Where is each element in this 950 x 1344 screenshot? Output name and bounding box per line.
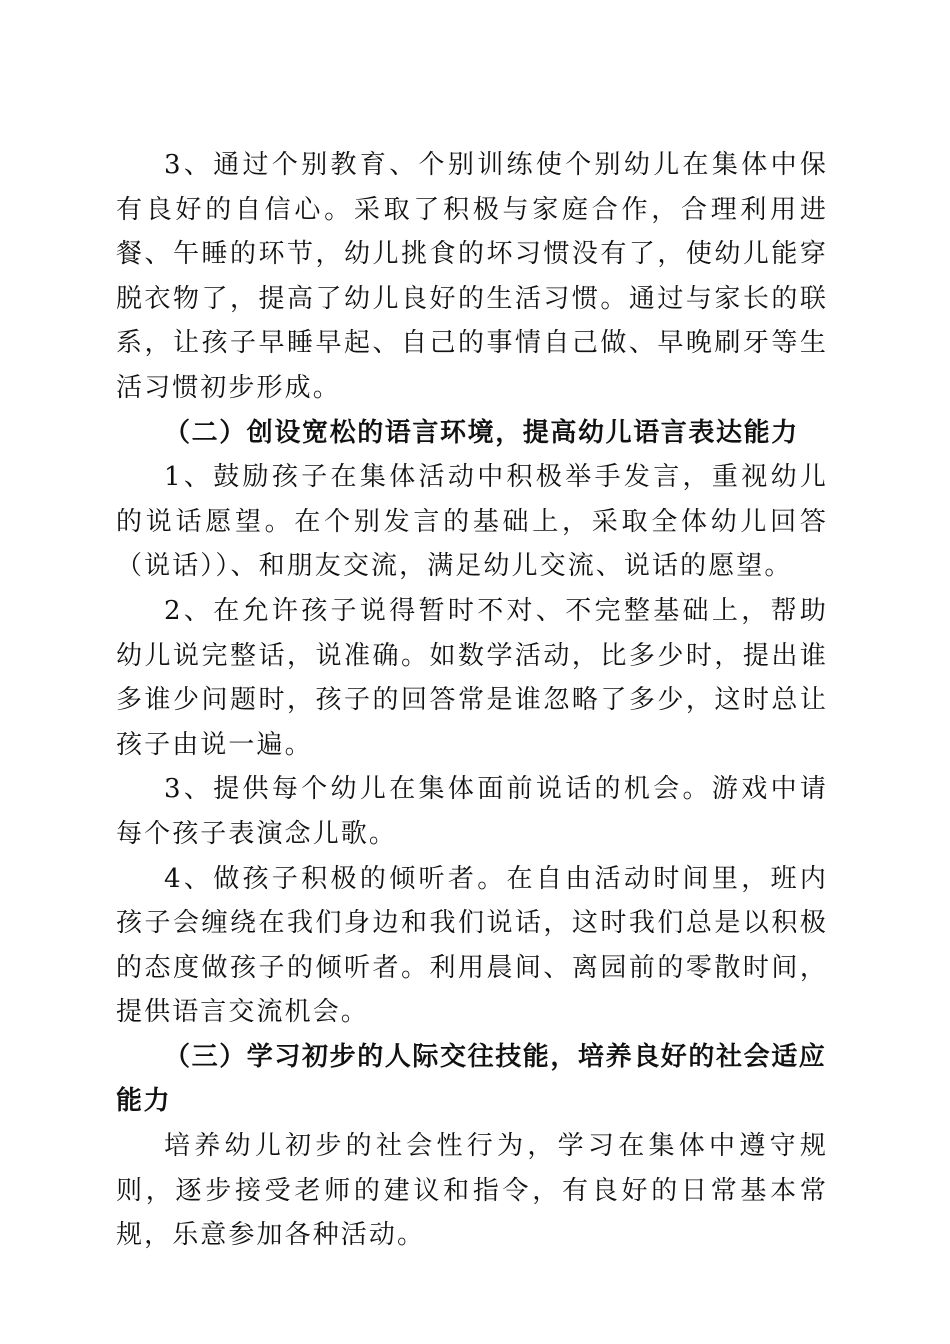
paragraph-social-behavior: 培养幼儿初步的社会性行为，学习在集体中遵守规则，逐步接受老师的建议和指令，有良好的日常基本常规，乐意参加各种活动。 (116, 1131, 828, 1251)
paragraph-speaking-opportunity: 3、提供每个幼儿在集体面前说话的机会。游戏中请每个孩子表演念儿歌。 (116, 774, 828, 849)
document-body (116, 143, 828, 1258)
paragraph-complete-sentences: 2、在允许孩子说得暂时不对、不完整基础上，帮助幼儿说完整话，说准确。如数学活动，比多少时，提出谁多谁少问题时，孩子的回答常是谁忽略了多少，这时总让孩子由说一遍。 (116, 595, 828, 760)
section-heading-social: （三）学习初步的人际交往技能，培养良好的社会适应能力 (116, 1041, 827, 1117)
section-heading-language: （二）创设宽松的语言环境，提高幼儿语言表达能力 (164, 417, 799, 448)
paragraph-encourage-speaking: 1、鼓励孩子在集体活动中积极举手发言，重视幼儿的说话愿望。在个别发言的基础上，采取全体幼儿回答（说话））、和朋友交流，满足幼儿交流、说话的愿望。 (116, 462, 828, 582)
paragraph-active-listener: 4、做孩子积极的倾听者。在自由活动时间里，班内孩子会缠绕在我们身边和我们说话，这时我们总是以积极的态度做孩子的倾听者。利用晨间、离园前的零散时间，提供语言交流机会。 (116, 863, 828, 1028)
paragraph-habits: 3、通过个别教育、个别训练使个别幼儿在集体中保有良好的自信心。采取了积极与家庭合作，合理利用进餐、午睡的环节，幼儿挑食的坏习惯没有了，使幼儿能穿脱衣物了，提高了幼儿良好的生活习惯。通过与家长的联系，让孩子早睡早起、自己的事情自己做、早晚刷牙等生活习惯初步形成。 (116, 150, 828, 403)
